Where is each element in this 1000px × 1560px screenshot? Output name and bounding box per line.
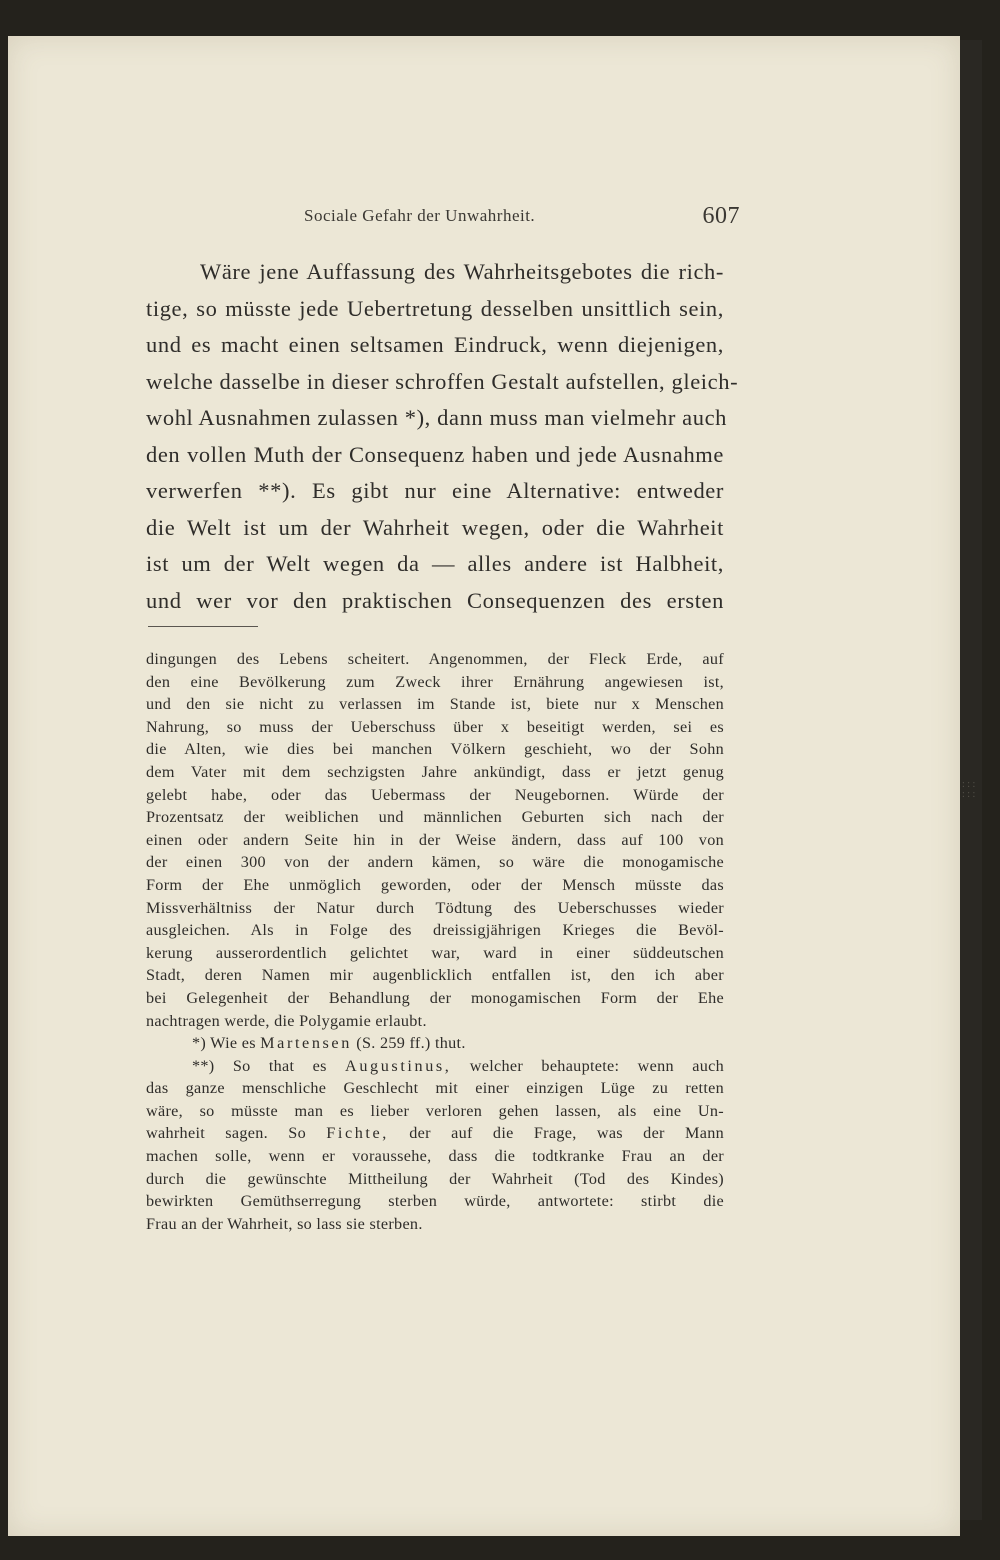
footnote-marker: *) — [192, 1034, 207, 1053]
footnote-separator — [148, 626, 258, 627]
footnote-line: Prozentsatz der weiblichen und männlichen Geburten sich nach der — [146, 808, 724, 827]
footnote-marker: **) — [192, 1056, 215, 1075]
footnote-line: bewirkten Gemüthserregung sterben würde, antwortete: stirbt die — [146, 1192, 724, 1211]
footnote-line: durch die gewünschte Mittheilung der Wahrheit (Tod des Kindes) — [146, 1169, 724, 1188]
footnote-line: bei Gelegenheit der Behandlung der monogamischen Form der Ehe — [146, 988, 724, 1007]
footnote-line: einen oder andern Seite hin in der Weise ändern, dass auf 100 von — [146, 830, 724, 849]
body-line: wohl Ausnahmen zulassen *), dann muss man vielmehr auch — [146, 405, 728, 430]
footnotes — [146, 648, 724, 1235]
footnote-line: Nahrung, so muss der Ueberschuss über x beseitigt werden, sei es — [146, 717, 724, 736]
body-line: tige, so müsste jede Uebertretung desselben unsittlich sein, — [146, 295, 724, 321]
footnote-line: der einen 300 von der andern kämen, so wäre die monogamische — [146, 853, 724, 872]
footnote-line: die Alten, wie dies bei manchen Völkern geschieht, wo der Sohn — [146, 740, 724, 759]
footnote-line: gelebt habe, oder das Uebermass der Neugebornen. Würde der — [146, 785, 724, 804]
footnote-line: machen solle, wenn er voraussehe, dass die todtkranke Frau an der — [146, 1147, 724, 1166]
author-name: Augustinus, — [345, 1056, 452, 1075]
footnote-line: kerung ausserordentlich gelichtet war, ward in einer süddeutschen — [146, 943, 724, 962]
footnote-line: das ganze menschliche Geschlecht mit einer einzigen Lüge zu retten — [146, 1079, 724, 1098]
footnote-line: Missverhältniss der Natur durch Tödtung des Ueberschusses wieder — [146, 898, 724, 917]
body-line: und es macht einen seltsamen Eindruck, wenn diejenigen, — [146, 332, 724, 357]
footnote-text: So that es — [232, 1056, 327, 1075]
body-line: den vollen Muth der Consequenz haben und jede Ausnahme — [146, 441, 724, 467]
body-line: verwerfen **). Es gibt nur eine Alternative: entweder — [146, 478, 724, 503]
body-line: ist um der Welt wegen da — alles andere ist Halbheit, — [146, 551, 724, 576]
footnote-text: Wie es — [210, 1034, 256, 1053]
footnote-line: Stadt, deren Namen mir augenblicklich entfallen ist, den ich aber — [146, 966, 724, 985]
page-number: 607 — [702, 203, 740, 229]
author-name: Martensen — [260, 1034, 352, 1053]
body-line: Wäre jene Auffassung des Wahrheitsgebotes die rich- — [200, 259, 724, 284]
edge-marks: : : : : : : — [962, 779, 976, 800]
body-paragraph — [146, 254, 739, 619]
footnote-line — [146, 1122, 724, 1145]
footnote-star — [146, 1032, 724, 1055]
footnote-line: Frau an der Wahrheit, so lass sie sterben. — [146, 1214, 423, 1233]
footnote-text: wahrheit sagen. So — [146, 1124, 306, 1143]
body-line: welche dasselbe in dieser schroffen Gestalt aufstellen, gleich- — [146, 368, 739, 394]
footnote-line: und den sie nicht zu verlassen im Stande ist, biete nur x Menschen — [146, 695, 724, 714]
body-line: die Welt ist um der Wahrheit wegen, oder die Wahrheit — [146, 514, 724, 540]
body-line: und wer vor den praktischen Consequenzen des ersten — [146, 587, 724, 613]
running-title: Sociale Gefahr der Unwahrheit. — [304, 206, 536, 225]
footnote-line: ausgleichen. Als in Folge des dreissigjährigen Krieges die Bevöl- — [146, 921, 724, 940]
footnote-line: dem Vater mit dem sechzigsten Jahre ankündigt, dass er jetzt genug — [146, 762, 724, 781]
footnote-text: (S. 259 ff.) thut. — [356, 1034, 466, 1053]
footnote-text: welcher behauptete: wenn auch — [469, 1056, 724, 1075]
footnote-line: nachtragen werde, die Polygamie erlaubt. — [146, 1011, 427, 1030]
footnote-double-star — [146, 1055, 724, 1078]
footnote-line: den eine Bevölkerung zum Zweck ihrer Ernährung angewiesen ist, — [146, 672, 724, 691]
author-name: Fichte, — [326, 1124, 389, 1143]
footnote-line: dingungen des Lebens scheitert. Angenommen, der Fleck Erde, auf — [146, 650, 724, 668]
footnote-line: wäre, so müsste man es lieber verloren gehen lassen, als eine Un- — [146, 1101, 724, 1120]
footnote-line: Form der Ehe unmöglich geworden, oder der Mensch müsste das — [146, 875, 724, 894]
footnote-text: der auf die Frage, was der Mann — [409, 1124, 724, 1143]
